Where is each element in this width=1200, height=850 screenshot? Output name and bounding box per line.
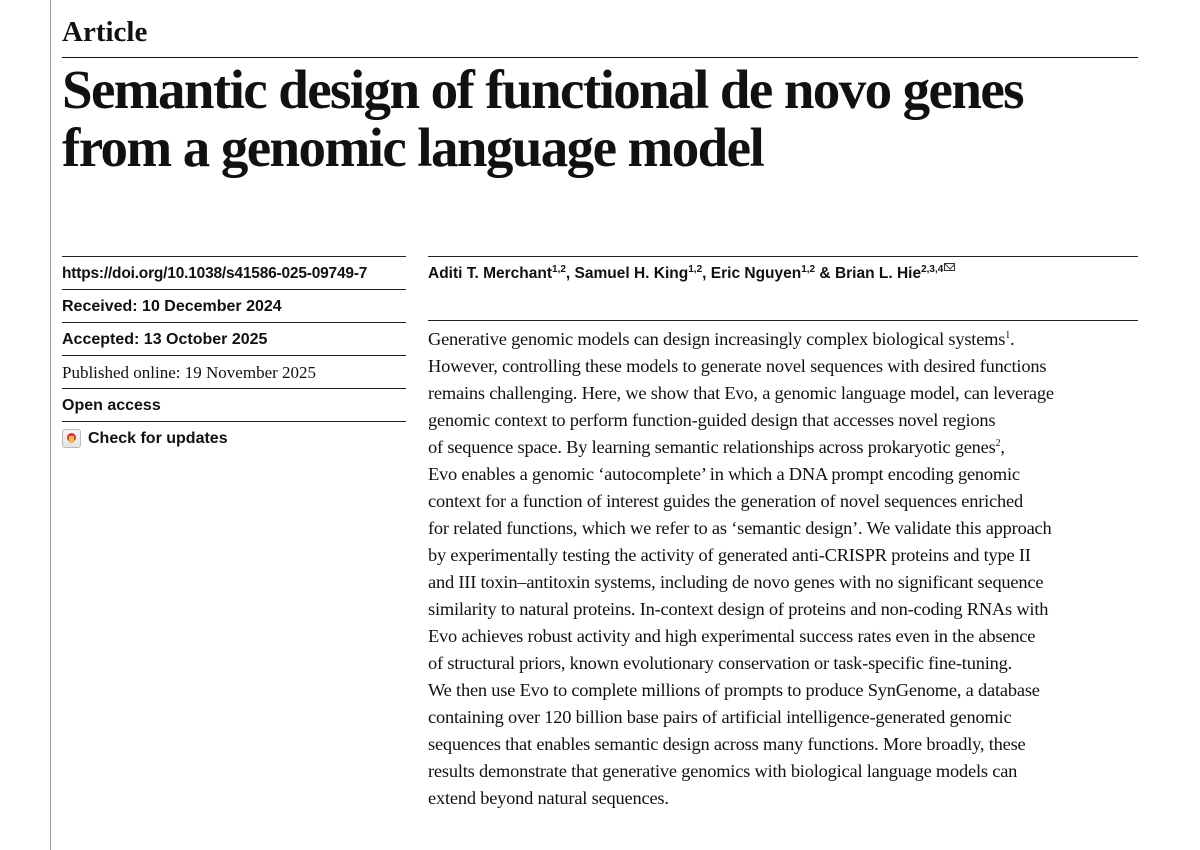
abstract-line: containing over 120 billion base pairs of artificial intelligence-generated genomic bbox=[428, 707, 1012, 727]
abstract-line: context for a function of interest guides the generation of novel sequences enriched bbox=[428, 491, 1023, 511]
author-name[interactable]: Eric Nguyen bbox=[710, 265, 802, 282]
check-for-updates-button[interactable] bbox=[62, 421, 406, 454]
abstract bbox=[428, 326, 1140, 812]
abstract-line: We then use Evo to complete millions of prompts to produce SynGenome, a database bbox=[428, 680, 1040, 700]
author-list bbox=[428, 263, 1148, 283]
abstract-line: results demonstrate that generative genomics with biological language models can bbox=[428, 761, 1018, 781]
doi-link[interactable]: https://doi.org/10.1038/s41586-025-09749-7 bbox=[62, 256, 406, 289]
abstract-line: of structural priors, known evolutionary conservation or task-specific fine-tuning. bbox=[428, 653, 1012, 673]
author-affiliation: 2,3,4 bbox=[921, 263, 944, 275]
author-separator: , bbox=[565, 265, 575, 282]
article-type-label: Article bbox=[62, 16, 148, 48]
published-date: Published online: 19 November 2025 bbox=[62, 355, 406, 388]
abstract-line: Generative genomic models can design increasingly complex biological systems$^1$. bbox=[428, 329, 1015, 349]
email-icon[interactable] bbox=[944, 263, 955, 271]
crossmark-icon bbox=[62, 429, 81, 448]
abstract-line: Evo enables a genomic ‘autocomplete’ in which a DNA prompt encoding genomic bbox=[428, 464, 1020, 484]
author-separator: & bbox=[815, 265, 835, 282]
author-affiliation: 1,2 bbox=[801, 263, 816, 275]
check-for-updates-label: Check for updates bbox=[88, 429, 228, 447]
abstract-line: similarity to natural proteins. In-context design of proteins and non-coding RNAs with bbox=[428, 599, 1049, 619]
abstract-line: and III toxin–antitoxin systems, including de novo genes with no significant sequence bbox=[428, 572, 1044, 592]
author-separator: , bbox=[702, 265, 711, 282]
abstract-line: by experimentally testing the activity of generated anti-CRISPR proteins and type II bbox=[428, 545, 1031, 565]
abstract-rule bbox=[428, 320, 1138, 321]
author-name[interactable]: Aditi T. Merchant bbox=[428, 265, 553, 282]
accepted-date: Accepted: 13 October 2025 bbox=[62, 322, 406, 355]
article-title bbox=[62, 61, 1152, 177]
abstract-line: However, controlling these models to generate novel sequences with desired functions bbox=[428, 356, 1047, 376]
author-name[interactable]: Brian L. Hie bbox=[834, 265, 922, 282]
article-metadata bbox=[62, 256, 406, 454]
reference-superscript[interactable]: 2 bbox=[995, 437, 1001, 449]
abstract-line: of sequence space. By learning semantic relationships across prokaryotic genes$^2$, bbox=[428, 437, 1005, 457]
title-line-2: from a genomic language model bbox=[62, 117, 764, 178]
author-affiliation: 1,2 bbox=[688, 263, 703, 275]
author-name[interactable]: Samuel H. King bbox=[574, 265, 689, 282]
received-date: Received: 10 December 2024 bbox=[62, 289, 406, 322]
abstract-line: for related functions, which we refer to as ‘semantic design’. We validate this approach bbox=[428, 518, 1052, 538]
abstract-line: Evo achieves robust activity and high experimental success rates even in the absence bbox=[428, 626, 1036, 646]
header-rule bbox=[62, 57, 1138, 58]
abstract-line: sequences that enables semantic design across many functions. More broadly, these bbox=[428, 734, 1026, 754]
reference-superscript[interactable]: 1 bbox=[1005, 329, 1011, 341]
author-affiliation: 1,2 bbox=[552, 263, 566, 275]
title-line-1: Semantic design of functional de novo genes bbox=[62, 59, 1023, 120]
abstract-line: extend beyond natural sequences. bbox=[428, 788, 669, 808]
abstract-line: remains challenging. Here, we show that Evo, a genomic language model, can leverage bbox=[428, 383, 1054, 403]
left-margin-rule bbox=[50, 0, 51, 850]
open-access-label[interactable]: Open access bbox=[62, 388, 406, 421]
authors-rule bbox=[428, 256, 1138, 257]
abstract-line: genomic context to perform function-guided design that accesses novel regions bbox=[428, 410, 996, 430]
